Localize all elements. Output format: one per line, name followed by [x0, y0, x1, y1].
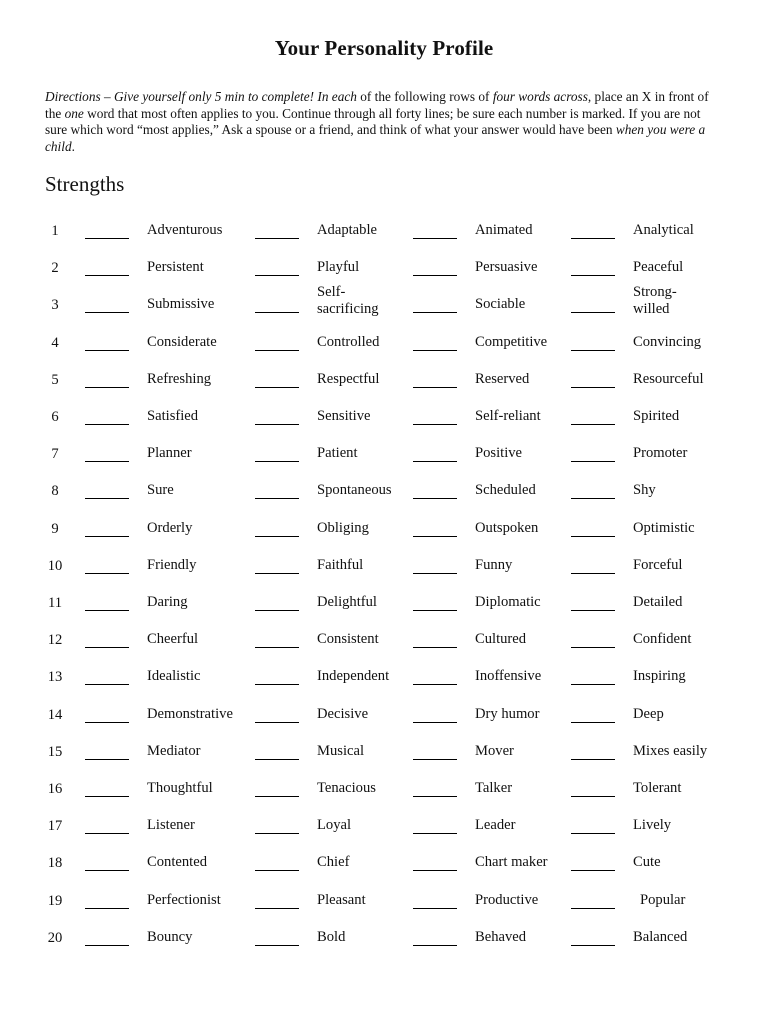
answer-blank[interactable] — [571, 647, 615, 648]
word-option: Spirited — [633, 408, 680, 424]
word-option: Leader — [475, 817, 516, 834]
row-number: 1 — [51, 223, 59, 239]
word-option: Balanced — [633, 928, 688, 945]
row-number: 3 — [51, 297, 59, 314]
answer-blank[interactable] — [85, 684, 129, 685]
answer-blank[interactable] — [255, 350, 299, 351]
word-option: Detailed — [633, 594, 683, 610]
word-option: Bouncy — [147, 928, 193, 945]
answer-blank[interactable] — [255, 722, 299, 723]
answer-blank[interactable] — [255, 945, 299, 946]
profile-row — [0, 435, 768, 472]
word-option: Peaceful — [633, 259, 684, 276]
word-option: Controlled — [317, 333, 380, 350]
profile-row — [0, 696, 768, 733]
word-option: Idealistic — [147, 668, 201, 685]
word-option: Tolerant — [633, 780, 682, 796]
answer-blank[interactable] — [571, 350, 615, 351]
word-option: Sure — [147, 482, 174, 499]
answer-blank[interactable] — [413, 908, 457, 909]
answer-blank[interactable] — [571, 387, 615, 388]
profile-row — [0, 733, 768, 770]
row-number: 8 — [51, 483, 59, 500]
row-number: 7 — [51, 446, 59, 463]
profile-row — [0, 658, 768, 695]
answer-blank[interactable] — [571, 945, 615, 946]
profile-row — [0, 770, 768, 807]
word-option: Refreshing — [147, 370, 212, 387]
word-option: Satisfied — [147, 408, 199, 424]
word-option: Independent — [317, 668, 390, 685]
answer-blank[interactable] — [85, 796, 129, 797]
profile-row — [0, 919, 768, 956]
answer-blank[interactable] — [255, 610, 299, 611]
row-number: 10 — [47, 557, 63, 574]
word-option: Friendly — [147, 556, 197, 573]
answer-blank[interactable] — [85, 722, 129, 723]
profile-row — [0, 547, 768, 584]
word-option: Adaptable — [317, 222, 377, 238]
row-number: 14 — [47, 706, 63, 723]
word-option: Cultured — [475, 631, 527, 648]
answer-blank[interactable] — [413, 350, 457, 351]
directions-text-part: of the following rows of — [356, 89, 493, 104]
directions-emphasis: one — [64, 105, 84, 121]
row-number: 4 — [51, 334, 59, 351]
profile-row — [0, 249, 768, 286]
word-option: Positive — [475, 445, 523, 462]
row-number: 12 — [47, 632, 63, 649]
word-option: Chief — [317, 854, 350, 871]
answer-blank[interactable] — [255, 573, 299, 574]
answer-blank[interactable] — [255, 424, 299, 425]
directions-text-part: word that most often applies to you. Continue through all forty lines; be sure each number is marked. If you are not sure which word “most applies,” Ask a spouse or a friend, and think of what your answer would have been — [45, 105, 701, 138]
answer-blank[interactable] — [413, 722, 457, 723]
directions-emphasis: four words across — [492, 89, 588, 104]
answer-blank[interactable] — [413, 647, 457, 648]
word-option: Patient — [317, 445, 358, 462]
answer-blank[interactable] — [413, 387, 457, 388]
word-option: Bold — [317, 928, 346, 945]
answer-blank[interactable] — [571, 796, 615, 797]
word-option: Persuasive — [475, 259, 538, 276]
word-option: Cute — [633, 854, 661, 871]
word-option: Adventurous — [147, 222, 223, 238]
profile-row — [0, 212, 768, 249]
answer-blank[interactable] — [413, 498, 457, 499]
row-number: 15 — [47, 743, 63, 760]
word-option: Mixes easily — [633, 742, 708, 759]
profile-row — [0, 510, 768, 547]
word-option: Daring — [147, 594, 188, 610]
word-option: Promoter — [633, 445, 688, 462]
answer-blank[interactable] — [255, 759, 299, 760]
word-option: Shy — [633, 482, 656, 499]
answer-blank[interactable] — [255, 275, 299, 276]
word-option: Spontaneous — [317, 482, 392, 499]
word-option: Funny — [475, 556, 513, 573]
answer-blank[interactable] — [413, 759, 457, 760]
answer-blank[interactable] — [255, 312, 299, 313]
word-option: Self-sacrificing — [317, 284, 379, 318]
answer-blank[interactable] — [413, 312, 457, 313]
word-option: Listener — [147, 817, 195, 834]
word-option: Reserved — [475, 370, 530, 387]
answer-blank[interactable] — [413, 796, 457, 797]
answer-blank[interactable] — [85, 870, 129, 871]
row-number: 11 — [47, 595, 63, 611]
profile-row — [0, 398, 768, 435]
answer-blank[interactable] — [571, 573, 615, 574]
answer-blank[interactable] — [255, 870, 299, 871]
word-option: Pleasant — [317, 891, 366, 908]
answer-blank[interactable] — [85, 536, 129, 537]
directions-text-part: . — [71, 138, 75, 154]
word-option: Decisive — [317, 705, 369, 722]
answer-blank[interactable] — [413, 275, 457, 276]
directions-emphasis: when you were a child — [45, 122, 706, 154]
profile-row — [0, 584, 768, 621]
answer-blank[interactable] — [85, 498, 129, 499]
word-option: Inoffensive — [475, 668, 542, 685]
row-number: 6 — [51, 409, 59, 425]
row-number: 5 — [51, 371, 59, 388]
word-option: Submissive — [147, 296, 215, 313]
word-option: Behaved — [475, 928, 527, 945]
word-option: Dry humor — [475, 705, 540, 722]
answer-blank[interactable] — [85, 908, 129, 909]
answer-blank[interactable] — [255, 647, 299, 648]
word-option: Resourceful — [633, 370, 704, 387]
answer-blank[interactable] — [413, 945, 457, 946]
profile-row — [0, 844, 768, 881]
word-option: Convincing — [633, 333, 702, 350]
directions-text-part: , place an X in front of the — [45, 89, 709, 121]
profile-row — [0, 286, 768, 323]
word-option: Delightful — [317, 594, 377, 610]
answer-blank[interactable] — [85, 312, 129, 313]
profile-row — [0, 472, 768, 509]
row-number: 13 — [47, 669, 63, 686]
word-option: Sensitive — [317, 408, 371, 424]
answer-blank[interactable] — [413, 424, 457, 425]
page-title: Your Personality Profile — [274, 36, 494, 60]
row-number: 18 — [47, 855, 63, 872]
answer-blank[interactable] — [85, 647, 129, 648]
answer-blank[interactable] — [571, 312, 615, 313]
answer-blank[interactable] — [413, 461, 457, 462]
row-number: 17 — [47, 818, 63, 835]
answer-blank[interactable] — [85, 759, 129, 760]
word-option: Confident — [633, 631, 692, 648]
answer-blank[interactable] — [85, 238, 129, 239]
profile-row — [0, 807, 768, 844]
answer-blank[interactable] — [571, 275, 615, 276]
word-option: Popular — [640, 891, 686, 908]
answer-blank[interactable] — [413, 833, 457, 834]
word-option: Self-reliant — [475, 408, 541, 424]
word-option: Demonstrative — [147, 705, 233, 722]
word-option: Tenacious — [317, 780, 376, 796]
word-option: Outspoken — [475, 519, 539, 536]
word-option: Planner — [147, 445, 192, 462]
row-number: 20 — [47, 929, 63, 946]
row-number: 2 — [51, 260, 59, 277]
answer-blank[interactable] — [571, 498, 615, 499]
answer-blank[interactable] — [255, 796, 299, 797]
word-option: Persistent — [147, 259, 204, 276]
row-number: 19 — [47, 892, 63, 909]
answer-blank[interactable] — [255, 833, 299, 834]
word-option: Talker — [475, 780, 513, 796]
answer-blank[interactable] — [255, 387, 299, 388]
answer-blank[interactable] — [255, 908, 299, 909]
word-option: Forceful — [633, 556, 683, 573]
word-option: Inspiring — [633, 668, 686, 685]
answer-blank[interactable] — [85, 945, 129, 946]
answer-blank[interactable] — [255, 498, 299, 499]
answer-blank[interactable] — [255, 238, 299, 239]
profile-row — [0, 361, 768, 398]
word-option: Musical — [317, 742, 365, 759]
word-option: Contented — [147, 854, 207, 871]
word-option: Loyal — [317, 817, 352, 834]
word-option: Sociable — [475, 296, 526, 313]
answer-blank[interactable] — [255, 461, 299, 462]
answer-blank[interactable] — [255, 684, 299, 685]
word-option: Cheerful — [147, 631, 199, 648]
answer-blank[interactable] — [85, 424, 129, 425]
word-option: Scheduled — [475, 482, 536, 499]
word-option: Animated — [475, 222, 533, 238]
word-option: Thoughtful — [147, 780, 213, 796]
answer-blank[interactable] — [85, 387, 129, 388]
answer-blank[interactable] — [571, 238, 615, 239]
answer-blank[interactable] — [571, 610, 615, 611]
answer-blank[interactable] — [571, 722, 615, 723]
answer-blank[interactable] — [255, 536, 299, 537]
word-option: Lively — [633, 817, 672, 834]
profile-row — [0, 324, 768, 361]
answer-blank[interactable] — [413, 573, 457, 574]
answer-blank[interactable] — [413, 238, 457, 239]
answer-blank[interactable] — [571, 536, 615, 537]
word-option: Chart maker — [475, 854, 548, 871]
word-option: Strong-willed — [633, 284, 677, 318]
answer-blank[interactable] — [571, 684, 615, 685]
answer-blank[interactable] — [85, 275, 129, 276]
word-option: Competitive — [475, 333, 548, 350]
directions-text — [45, 89, 725, 155]
answer-blank[interactable] — [571, 870, 615, 871]
word-option: Obliging — [317, 519, 369, 536]
row-number: 9 — [51, 520, 59, 537]
word-option: Optimistic — [633, 519, 695, 536]
word-option: Orderly — [147, 519, 193, 536]
word-option: Analytical — [633, 222, 694, 238]
answer-blank[interactable] — [571, 461, 615, 462]
word-option: Productive — [475, 891, 539, 908]
profile-row — [0, 621, 768, 658]
answer-blank[interactable] — [85, 350, 129, 351]
answer-blank[interactable] — [413, 536, 457, 537]
answer-blank[interactable] — [571, 833, 615, 834]
answer-blank[interactable] — [85, 573, 129, 574]
answer-blank[interactable] — [413, 684, 457, 685]
answer-blank[interactable] — [571, 908, 615, 909]
word-option: Diplomatic — [475, 594, 541, 610]
section-heading-strengths: Strengths — [45, 172, 125, 196]
row-number: 16 — [47, 781, 63, 797]
word-option: Respectful — [317, 370, 380, 387]
answer-blank[interactable] — [571, 424, 615, 425]
word-option: Faithful — [317, 556, 364, 573]
word-option: Perfectionist — [147, 891, 221, 908]
answer-blank[interactable] — [413, 610, 457, 611]
answer-blank[interactable] — [413, 870, 457, 871]
word-option: Mover — [475, 742, 514, 759]
answer-blank[interactable] — [85, 610, 129, 611]
profile-row — [0, 882, 768, 919]
word-option: Deep — [633, 705, 664, 722]
word-option: Mediator — [147, 742, 201, 759]
answer-blank[interactable] — [85, 833, 129, 834]
directions-emphasis: Directions – Give yourself only 5 min to complete! In each — [45, 89, 357, 104]
word-option: Considerate — [147, 333, 217, 350]
word-option: Playful — [317, 259, 360, 276]
word-option: Consistent — [317, 631, 379, 648]
answer-blank[interactable] — [571, 759, 615, 760]
answer-blank[interactable] — [85, 461, 129, 462]
